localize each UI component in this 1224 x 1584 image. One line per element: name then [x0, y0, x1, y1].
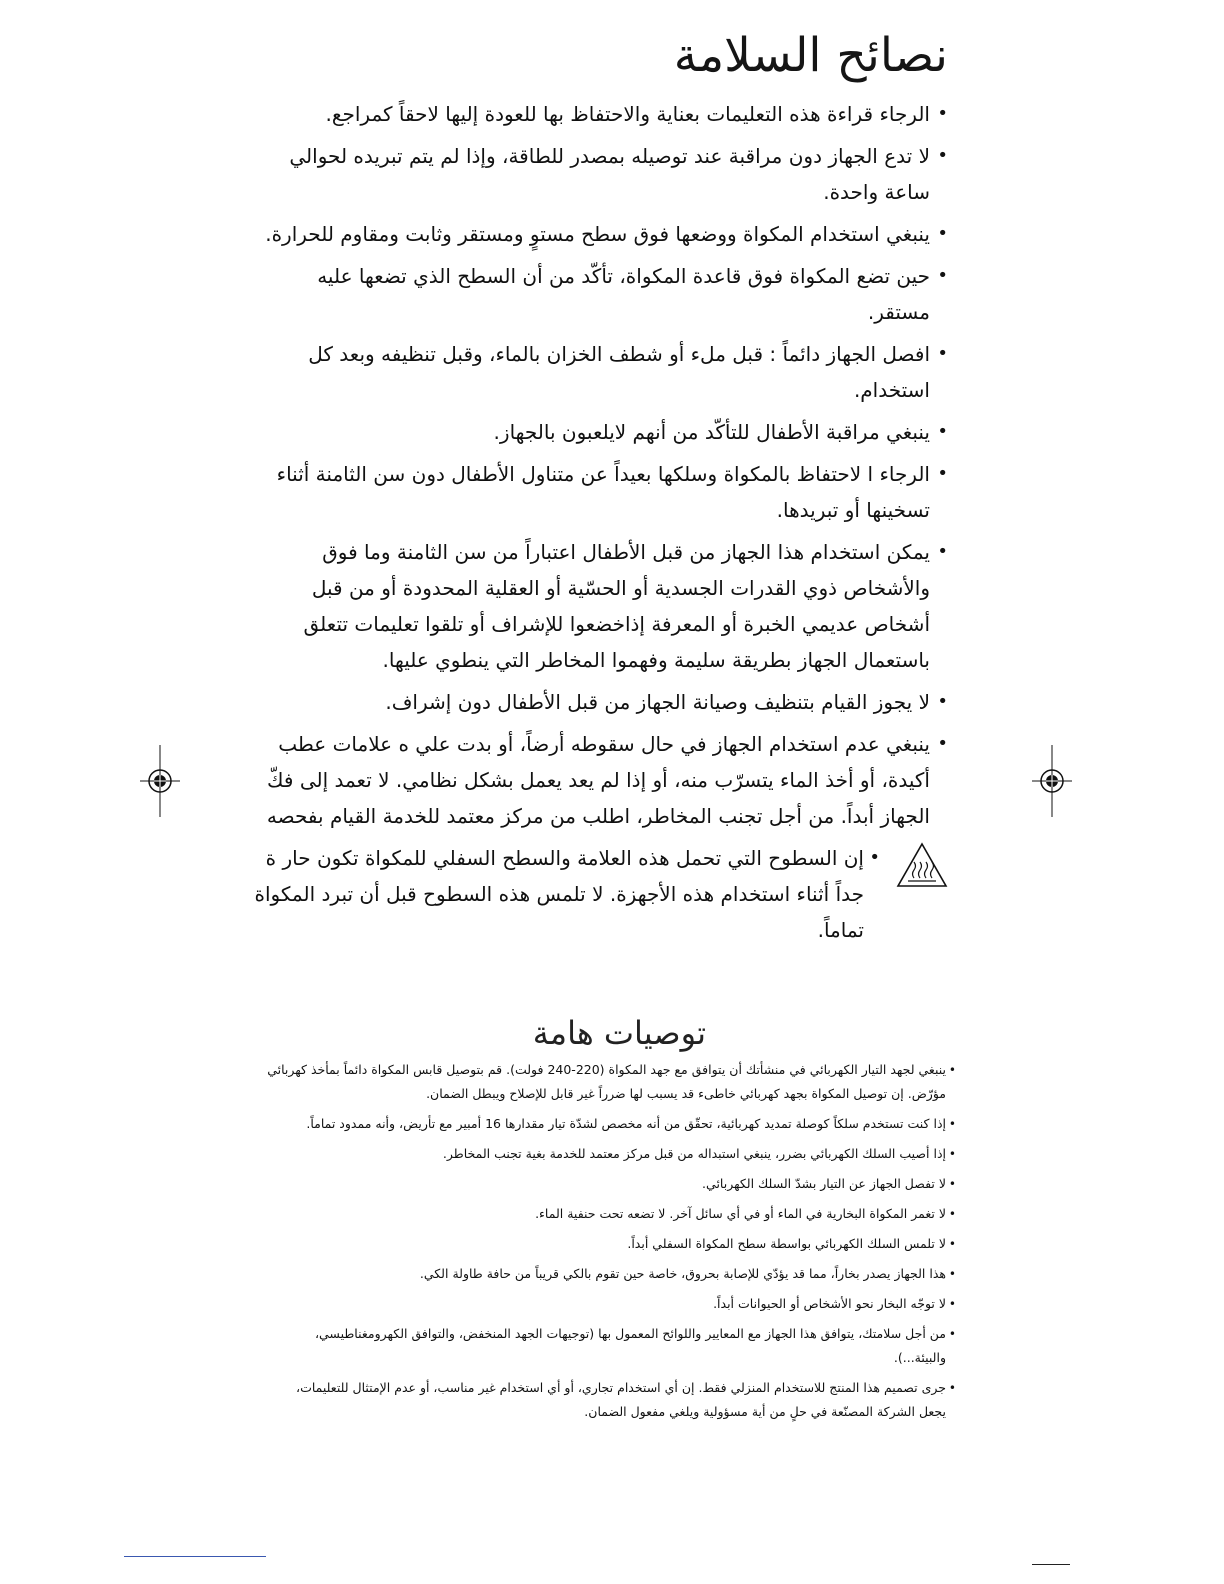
section-subtitle: توصيات هامة — [532, 1014, 706, 1052]
recommendation-item: • لا تلمس السلك الكهربائي بواسطة سطح المكواة السفلي أبداً. — [266, 1232, 946, 1256]
recommendations-list — [266, 1058, 946, 1430]
registration-mark-icon — [1032, 745, 1072, 817]
safety-item: • ينبغي مراقبة الأطفال للتأكّد من أنهم لايلعبون بالجهاز. — [254, 414, 934, 450]
safety-item: • يمكن استخدام هذا الجهاز من قبل الأطفال اعتباراً من سن الثامنة وما فوق والأشخاص ذوي القدرات الجسدية أو الحسّية أو العقلية المحدودة أو من قبل أشخاص عديمي الخبرة أو المعرفة إذاخضعوا للإشراف أو تلقوا تعليمات تتعلق باستعمال الجهاز بطريقة سليمة وفهموا المخاطر التي ينطوي عليها. — [254, 534, 934, 678]
recommendation-item: • لا تغمر المكواة البخارية في الماء أو في أي سائل آخر. لا تضعه تحت حنفية الماء. — [266, 1202, 946, 1226]
safety-tips-list — [254, 96, 934, 954]
recommendation-item: • ينبغي لجهد التيار الكهربائي في منشأتك أن يتوافق مع جهد المكواة (220-240 فولت). قم بتوصيل قابس المكواة دائماً بمأخذ كهربائي مؤرّض. إن توصيل المكواة بجهد كهربائي خاطىء قد يسبب لها ضرراً غير قابل للإصلاح ويبطل الضمان. — [266, 1058, 946, 1106]
safety-item: • حين تضع المكواة فوق قاعدة المكواة، تأكّد من أن السطح الذي تضعها عليه مستقر. — [254, 258, 934, 330]
recommendation-item: • لا توجّه البخار نحو الأشخاص أو الحيوانات أبداً. — [266, 1292, 946, 1316]
hot-surface-warning-icon — [896, 842, 948, 888]
hot-surface-text: إن السطوح التي تحمل هذه العلامة والسطح السفلي للمكواة تكون حار ة جداً أثناء استخدام هذه الأجهزة. لا تلمس هذه السطوح قبل أن تبرد المكواة تماماً. — [254, 846, 864, 942]
recommendation-item: • إذا كنت تستخدم سلكاً كوصلة تمديد كهربائية، تحقّق من أنه مخصص لشدّة تيار مقدارها 16 أمبير مع تأريض، وأنه ممدود تماماً. — [266, 1112, 946, 1136]
safety-item: • افصل الجهاز دائماً : قبل ملء أو شطف الخزان بالماء، وقبل تنظيفه وبعد كل استخدام. — [254, 336, 934, 408]
recommendation-item: • هذا الجهاز يصدر بخاراً، مما قد يؤدّي للإصابة بحروق، خاصة حين تقوم بالكي قريباً من حافة طاولة الكي. — [266, 1262, 946, 1286]
recommendation-item: • لا تفصل الجهاز عن التيار بشدّ السلك الكهربائي. — [266, 1172, 946, 1196]
recommendation-item: • من أجل سلامتك، يتوافق هذا الجهاز مع المعايير واللوائح المعمول بها (توجيهات الجهد المنخفض، والتوافق الكهرومغناطيسي، والبيئة...). — [266, 1322, 946, 1370]
registration-mark-icon — [140, 745, 180, 817]
crop-line — [1032, 1564, 1070, 1565]
safety-item: • الرجاء ا لاحتفاظ بالمكواة وسلكها بعيداً عن متناول الأطفال دون سن الثامنة أثناء تسخينها أو تبريدها. — [254, 456, 934, 528]
recommendation-item: • جرى تصميم هذا المنتج للاستخدام المنزلي فقط. إن أي استخدام تجاري، أو أي استخدام غير مناسب، أو عدم الإمتثال للتعليمات، يجعل الشركة المصنّعة في حلٍ من أية مسؤولية ويلغي مفعول الضمان. — [266, 1376, 946, 1424]
safety-item-hot-surface — [254, 840, 934, 948]
safety-item: • ينبغي عدم استخدام الجهاز في حال سقوطه أرضاً، أو بدت علي ه علامات عطب أكيدة، أو أخذ الماء يتسرّب منه، أو إذا لم يعد يعمل بشكل نظامي. لا تعمد إلى فكّ الجهاز أبداً. من أجل تجنب المخاطر، اطلب من مركز معتمد للخدمة القيام بفحصه — [254, 726, 934, 834]
safety-item: • الرجاء قراءة هذه التعليمات بعناية والاحتفاظ بها للعودة إليها لاحقاً كمراجع. — [254, 96, 934, 132]
crop-line — [124, 1556, 266, 1557]
safety-item: • ينبغي استخدام المكواة ووضعها فوق سطح مستوٍ ومستقر وثابت ومقاوم للحرارة. — [254, 216, 934, 252]
recommendation-item: • إذا أصيب السلك الكهربائي بضرر، ينبغي استبداله من قبل مركز معتمد للخدمة بغية تجنب المخاطر. — [266, 1142, 946, 1166]
safety-item: • لا يجوز القيام بتنظيف وصيانة الجهاز من قبل الأطفال دون إشراف. — [254, 684, 934, 720]
page-title: نصائح السلامة — [673, 28, 948, 83]
safety-item: • لا تدع الجهاز دون مراقبة عند توصيله بمصدر للطاقة، وإذا لم يتم تبريده لحوالي ساعة واحدة. — [254, 138, 934, 210]
